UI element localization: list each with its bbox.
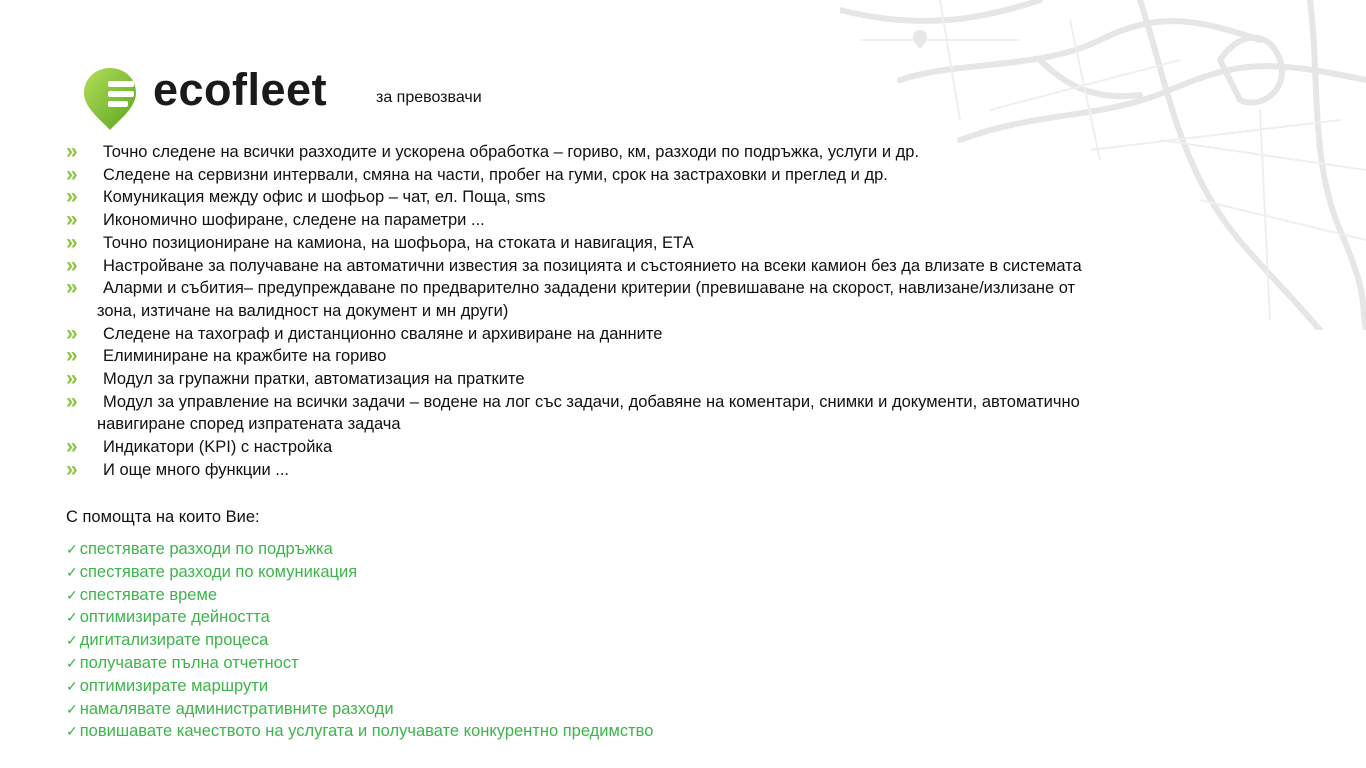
chevron-bullet-icon: » bbox=[66, 185, 78, 209]
brand-wordmark: ecofleet bbox=[153, 64, 328, 115]
feature-item: » Настройване за получаване на автоматични известия за позицията и състоянието на всеки камион без да влизате в системата bbox=[66, 253, 1082, 277]
chevron-bullet-icon: » bbox=[66, 140, 78, 163]
benefits-intro: С помощта на които Вие: bbox=[66, 508, 260, 526]
feature-list bbox=[66, 141, 1266, 482]
chevron-bullet-icon: » bbox=[66, 344, 78, 368]
feature-item: » Икономично шофиране, следене на параметри ... bbox=[66, 208, 485, 232]
checkmark-icon: ✓ bbox=[66, 609, 78, 626]
benefit-item: ✓ повишавате качеството на услугата и получавате конкурентно предимство bbox=[66, 722, 654, 741]
benefit-item: ✓ спестявате разходи по комуникация bbox=[66, 562, 358, 581]
checkmark-icon: ✓ bbox=[66, 723, 78, 740]
chevron-bullet-icon: » bbox=[66, 230, 78, 254]
benefit-item: ✓ дигитализирате процеса bbox=[66, 631, 269, 650]
feature-item: » Индикатори (KPI) с настройка bbox=[66, 435, 333, 459]
chevron-bullet-icon: » bbox=[66, 435, 78, 459]
chevron-bullet-icon: » bbox=[66, 276, 78, 300]
chevron-bullet-icon: » bbox=[66, 389, 78, 413]
chevron-bullet-icon: » bbox=[66, 253, 78, 277]
chevron-bullet-icon: » bbox=[66, 208, 78, 232]
feature-item: » Комуникация между офис и шофьор – чат, ел. Поща, sms bbox=[66, 185, 546, 209]
chevron-bullet-icon: » bbox=[66, 367, 78, 391]
feature-item: » Точно следене на всички разходите и ускорена обработка – гориво, км, разходи по подръжка, услуги и др. bbox=[66, 140, 920, 163]
ecofleet-logo bbox=[82, 66, 542, 134]
feature-item: » Елиминиране на кражбите на гориво bbox=[66, 344, 387, 368]
feature-item: » Аларми и събития– предупреждаване по предварително зададени критерии (превишаване на скорост, навлизане/излизане от зона, изтичане на валидност на документ и мн други) bbox=[66, 276, 1076, 320]
location-pin-icon bbox=[82, 66, 138, 132]
chevron-bullet-icon: » bbox=[66, 457, 78, 481]
checkmark-icon: ✓ bbox=[66, 541, 78, 557]
feature-item: » Следене на сервизни интервали, смяна на части, пробег на гуми, срок на застраховки и преглед и др. bbox=[66, 162, 888, 186]
chevron-bullet-icon: » bbox=[66, 321, 78, 345]
benefit-list bbox=[66, 538, 653, 743]
benefit-item: ✓ намалявате административните разходи bbox=[66, 699, 394, 718]
benefit-item: ✓ спестявате разходи по подръжка bbox=[66, 540, 333, 558]
benefit-item: ✓ получавате пълна отчетност bbox=[66, 653, 299, 672]
checkmark-icon: ✓ bbox=[66, 563, 78, 580]
checkmark-icon: ✓ bbox=[66, 654, 78, 671]
feature-item: » Следене на тахограф и дистанционно сваляне и архивиране на данните bbox=[66, 321, 663, 345]
feature-item: » И още много функции ... bbox=[66, 457, 290, 481]
benefit-item: ✓ оптимизирате маршрути bbox=[66, 676, 269, 695]
feature-item: » Модул за управление на всички задачи – водене на лог със задачи, добавяне на коментари, снимки и документи, автоматично навигиране според изпратената задача bbox=[66, 389, 1080, 434]
benefit-item: ✓ оптимизирате дейността bbox=[66, 608, 270, 627]
chevron-bullet-icon: » bbox=[66, 162, 78, 186]
checkmark-icon: ✓ bbox=[66, 586, 78, 603]
feature-item: » Модул за групажни пратки, автоматизация на пратките bbox=[66, 367, 525, 391]
benefit-item: ✓ спестявате време bbox=[66, 585, 218, 604]
checkmark-icon: ✓ bbox=[66, 677, 78, 694]
brand-subtitle: за превозвачи bbox=[376, 89, 482, 106]
feature-item: » Точно позициониране на камиона, на шофьора, на стоката и навигация, ЕТА bbox=[66, 230, 694, 254]
checkmark-icon: ✓ bbox=[66, 632, 78, 649]
checkmark-icon: ✓ bbox=[66, 700, 78, 717]
